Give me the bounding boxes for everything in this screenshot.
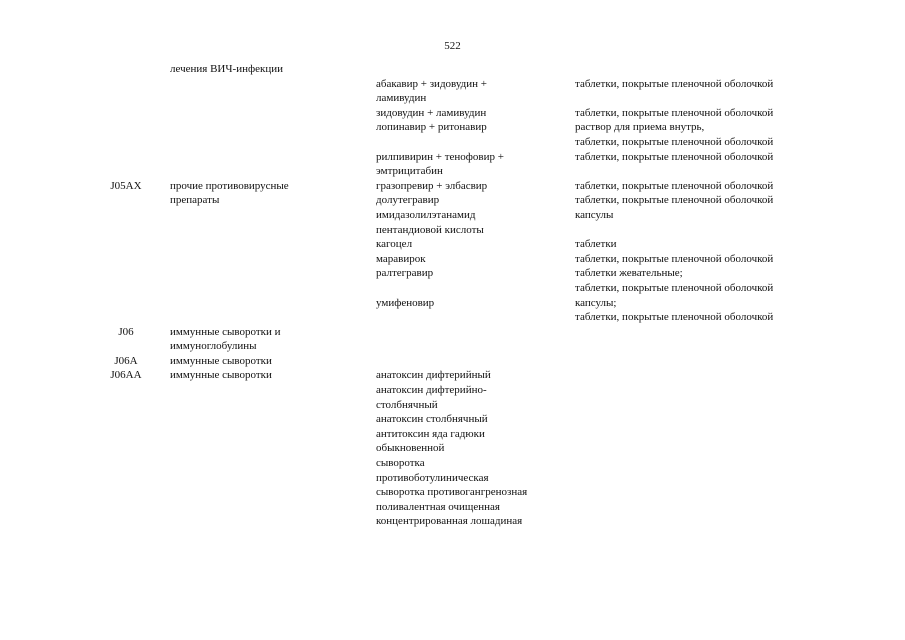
dosage-form-line: таблетки, покрытые пленочной оболочкой	[575, 311, 774, 324]
dosage-form-cell	[575, 252, 895, 267]
atc-group-line: иммунные сыворотки и	[170, 325, 281, 338]
table-row	[0, 150, 905, 179]
dosage-form-cell	[575, 120, 895, 149]
atc-group-line: препараты	[170, 194, 220, 207]
table-row	[0, 456, 905, 485]
dosage-form-cell	[575, 150, 895, 165]
drug-name-line: столбнячный	[376, 398, 438, 411]
atc-code-line: J06AA	[110, 369, 142, 382]
dosage-form-line: капсулы	[575, 208, 614, 221]
table-row	[0, 237, 905, 252]
atc-code-line: J06	[118, 325, 134, 338]
dosage-form-line: таблетки, покрытые пленочной оболочкой	[575, 179, 774, 192]
drug-name-cell	[376, 427, 566, 456]
dosage-form-cell	[575, 208, 895, 223]
atc-group-cell	[170, 354, 360, 369]
drug-name-line: умифеновир	[376, 296, 435, 309]
atc-code-line: J06A	[114, 354, 138, 367]
drug-name-cell	[376, 179, 566, 194]
table-row	[0, 106, 905, 121]
drug-name-line: рилпивирин + тенофовир +	[376, 150, 504, 163]
drug-name-line: эмтрицитабин	[376, 165, 443, 178]
drug-name-line: концентрированная лошадиная	[376, 515, 523, 528]
table-row	[0, 62, 905, 77]
drug-name-line: антитоксин яда гадюки	[376, 427, 485, 440]
dosage-form-cell	[575, 179, 895, 194]
atc-code-cell	[96, 354, 156, 369]
table-row	[0, 325, 905, 354]
dosage-form-line: раствор для приема внутрь,	[575, 121, 705, 134]
atc-group-line: иммунные сыворотки	[170, 369, 272, 382]
drug-name-line: противоботулиническая	[376, 471, 489, 484]
dosage-form-line: таблетки жевательные;	[575, 267, 683, 280]
dosage-form-cell	[575, 106, 895, 121]
drug-name-line: кагоцел	[376, 238, 413, 251]
drug-name-cell	[376, 193, 566, 208]
drug-name-cell	[376, 237, 566, 252]
drug-name-cell	[376, 266, 566, 281]
dosage-form-cell	[575, 193, 895, 208]
dosage-form-line: таблетки	[575, 238, 617, 251]
drug-name-line: обыкновенной	[376, 442, 445, 455]
drug-name-cell	[376, 412, 566, 427]
table-row	[0, 354, 905, 369]
drug-name-cell	[376, 106, 566, 121]
drug-name-line: имидазолилэтанамид	[376, 208, 476, 221]
dosage-form-line: таблетки, покрытые пленочной оболочкой	[575, 252, 774, 265]
drug-name-cell	[376, 208, 566, 237]
table-row	[0, 485, 905, 529]
drug-name-line: сыворотка противогангренозная	[376, 486, 528, 499]
table-row	[0, 193, 905, 208]
table-row	[0, 208, 905, 237]
drug-name-line: анатоксин столбнячный	[376, 413, 488, 426]
atc-code-cell	[96, 325, 156, 340]
drug-name-cell	[376, 296, 566, 311]
drug-name-line: сыворотка	[376, 457, 425, 470]
page-number: 522	[444, 40, 461, 52]
drug-name-cell	[376, 456, 566, 485]
atc-code-line: J05AX	[110, 179, 142, 192]
drug-name-line: долутегравир	[376, 194, 440, 207]
drug-name-line: ралтегравир	[376, 267, 434, 280]
dosage-form-cell	[575, 296, 895, 325]
drug-name-line: анатоксин дифтерийно-	[376, 384, 487, 397]
dosage-form-line: капсулы;	[575, 296, 617, 309]
drug-name-line: анатоксин дифтерийный	[376, 369, 491, 382]
dosage-form-line: таблетки, покрытые пленочной оболочкой	[575, 77, 774, 90]
table-row	[0, 266, 905, 295]
drug-name-line: абакавир + зидовудин +	[376, 77, 487, 90]
atc-code-cell	[96, 179, 156, 194]
dosage-form-cell	[575, 266, 895, 295]
drug-name-line: ламивудин	[376, 92, 427, 105]
atc-group-line: лечения ВИЧ-инфекции	[170, 63, 283, 75]
drug-name-cell	[376, 77, 566, 106]
table-row	[0, 77, 905, 106]
table-row	[0, 120, 905, 149]
drug-name-cell	[376, 368, 566, 383]
drug-name-line: лопинавир + ритонавир	[376, 121, 487, 134]
drug-name-cell	[376, 150, 566, 179]
drug-name-line: зидовудин + ламивудин	[376, 106, 487, 119]
atc-group-cell	[170, 368, 360, 383]
drug-name-cell	[376, 252, 566, 267]
drug-table	[0, 62, 905, 529]
table-row	[0, 296, 905, 325]
dosage-form-line: таблетки, покрытые пленочной оболочкой	[575, 281, 774, 294]
dosage-form-line: таблетки, покрытые пленочной оболочкой	[575, 150, 774, 163]
dosage-form-line: таблетки, покрытые пленочной оболочкой	[575, 135, 774, 148]
atc-group-cell	[170, 62, 360, 77]
drug-name-line: пентандиовой кислоты	[376, 223, 484, 236]
dosage-form-cell	[575, 77, 895, 92]
drug-name-cell	[376, 383, 566, 412]
table-row	[0, 383, 905, 412]
atc-group-line: прочие противовирусные	[170, 179, 289, 192]
dosage-form-line: таблетки, покрытые пленочной оболочкой	[575, 194, 774, 207]
dosage-form-line: таблетки, покрытые пленочной оболочкой	[575, 106, 774, 119]
table-row	[0, 252, 905, 267]
atc-code-cell	[96, 368, 156, 383]
atc-group-cell	[170, 325, 360, 354]
drug-name-cell	[376, 485, 566, 529]
drug-name-cell	[376, 120, 566, 135]
atc-group-line: иммуноглобулины	[170, 340, 257, 353]
table-row	[0, 412, 905, 427]
table-row	[0, 368, 905, 383]
atc-group-line: иммунные сыворотки	[170, 354, 272, 367]
dosage-form-cell	[575, 237, 895, 252]
drug-name-line: маравирок	[376, 252, 426, 265]
drug-name-line: поливалентная очищенная	[376, 500, 500, 513]
table-row	[0, 427, 905, 456]
drug-name-line: гразопревир + элбасвир	[376, 179, 488, 192]
